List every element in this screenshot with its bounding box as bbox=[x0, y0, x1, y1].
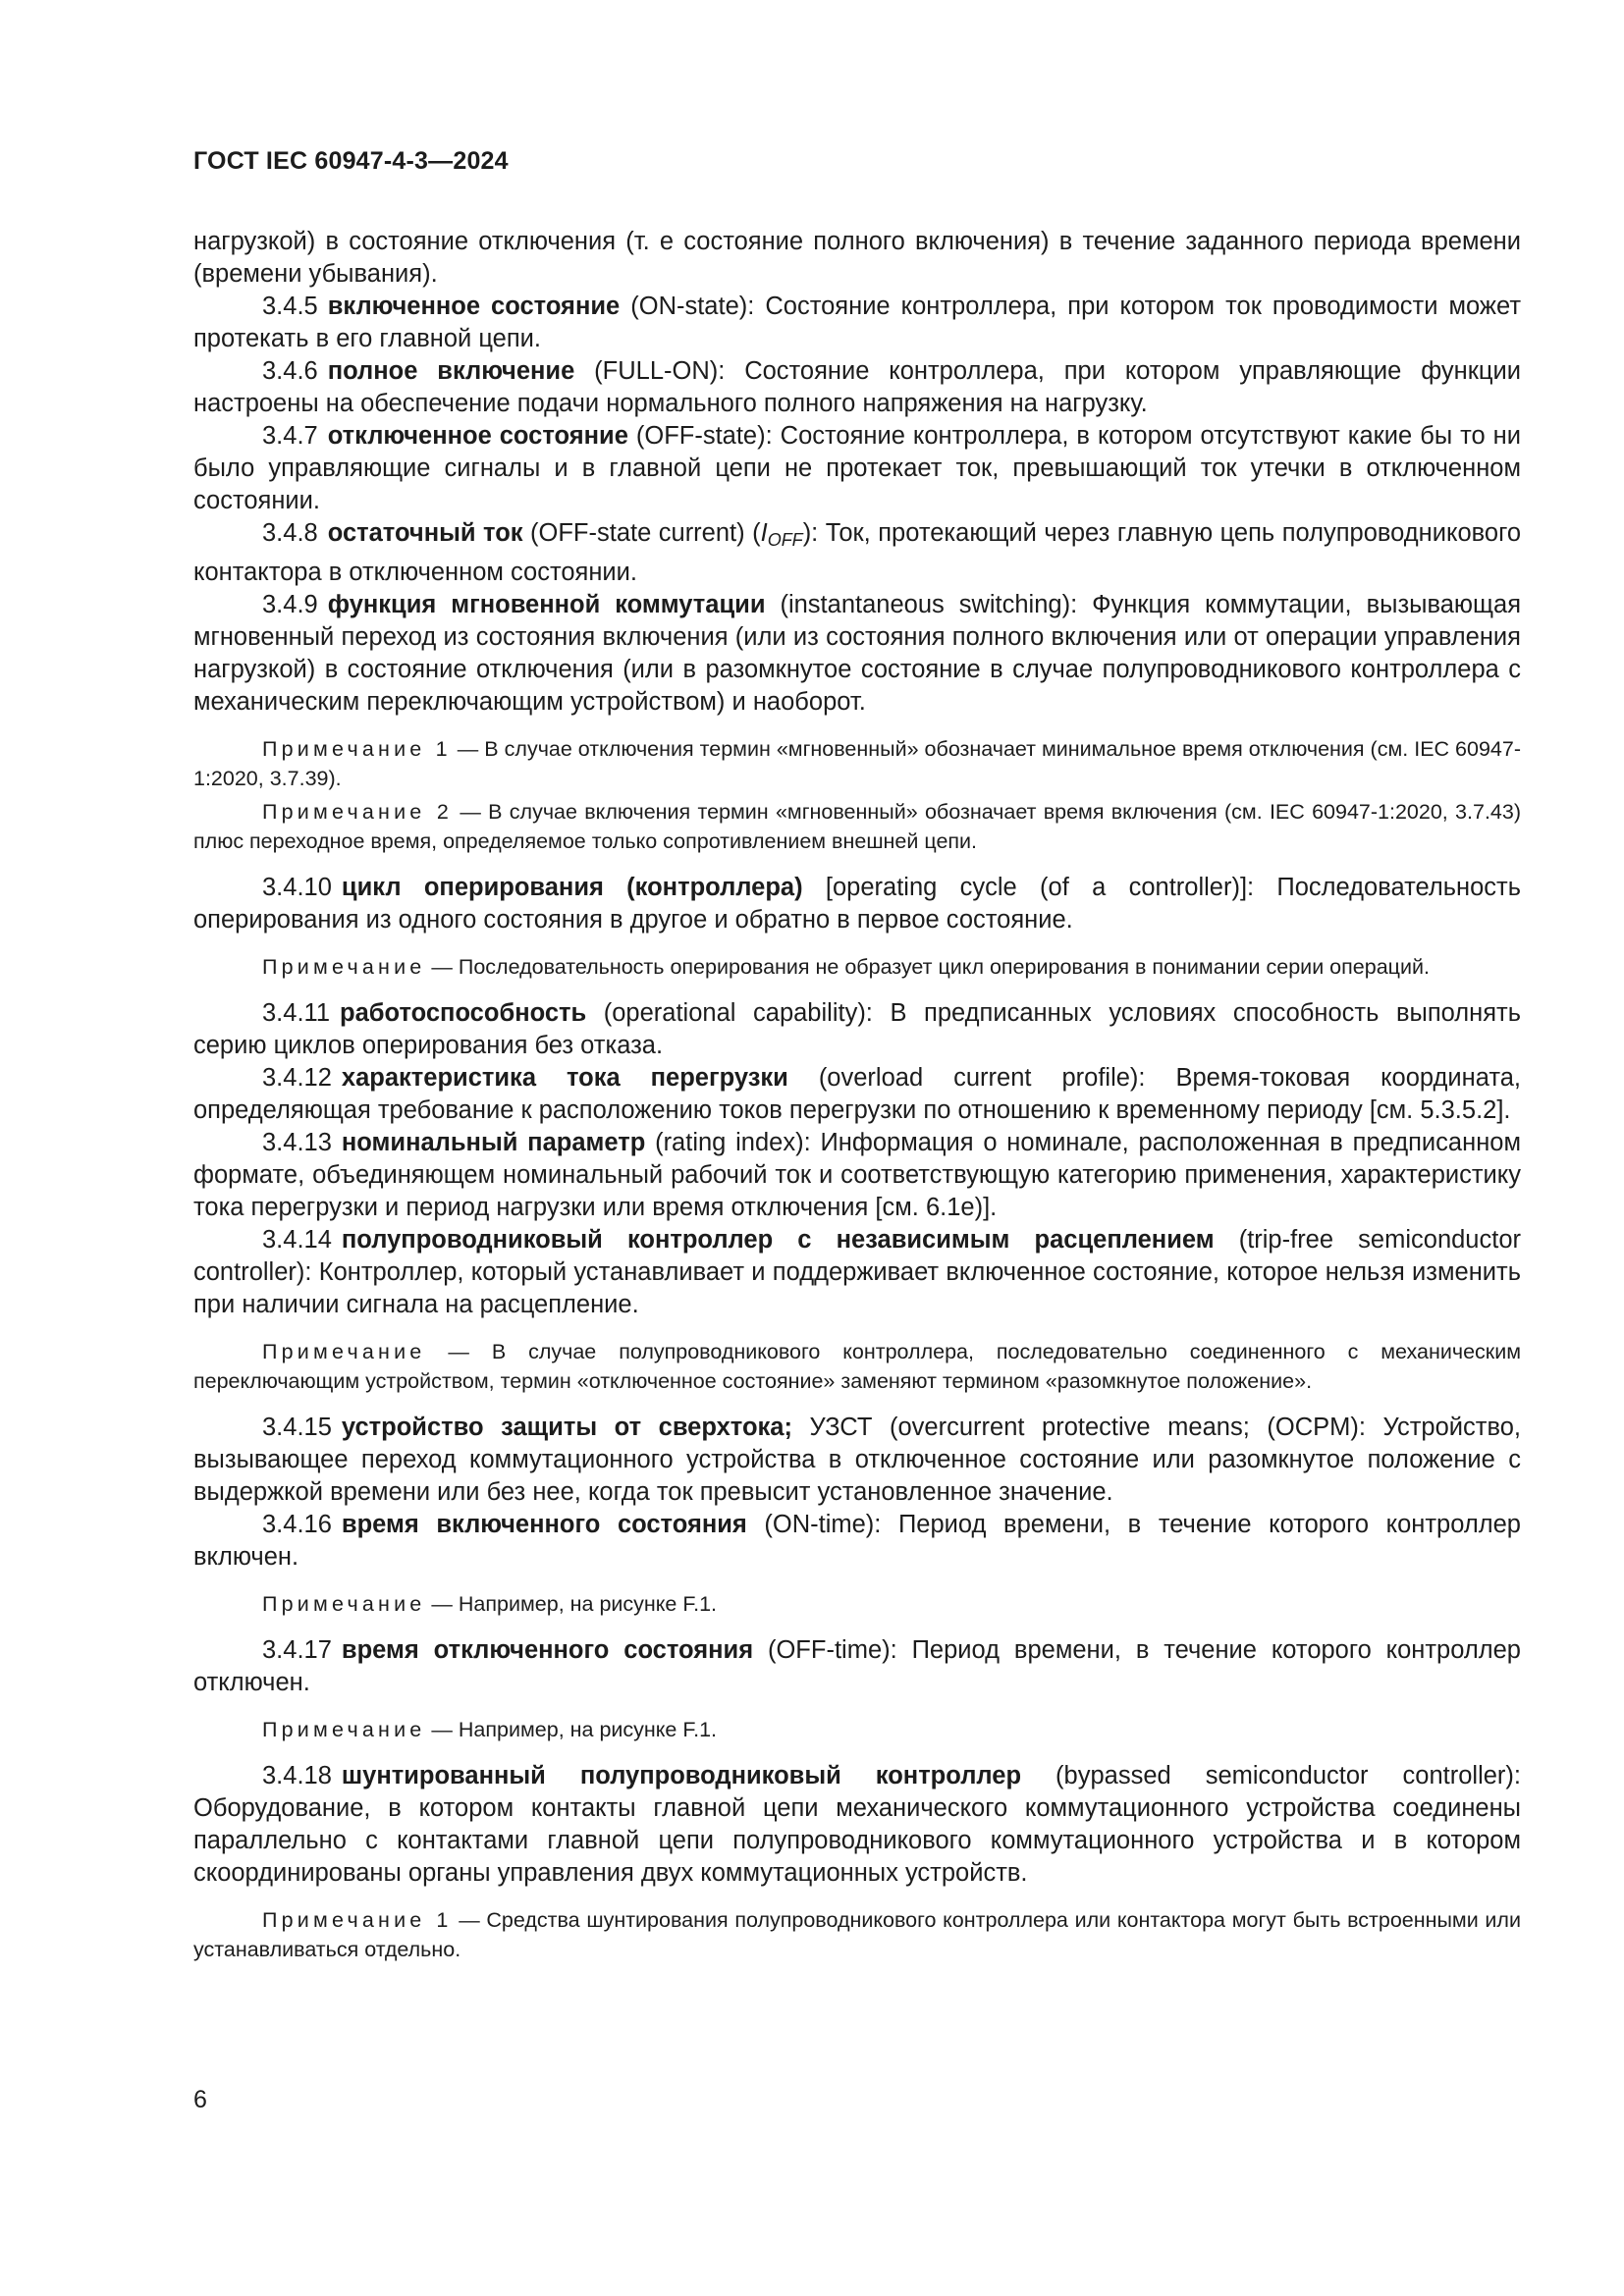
clause-number: 3.4.5 bbox=[262, 293, 318, 320]
note-3-4-10 bbox=[193, 952, 1521, 982]
clause-text: (instantaneous switching): Функция коммутации, вызывающая мгновенный переход из состояния включения (или из состояния полного включения или от операции управления нагрузкой) в состояние отключения (или в разомкнутое состояние в случае полупроводникового контроллера с механическим переключающим устройством) и наоборот. bbox=[193, 591, 1521, 716]
clause-3-4-17 bbox=[193, 1634, 1521, 1699]
clause-term: полное включение bbox=[327, 357, 575, 385]
note-label: Примечание 1 bbox=[262, 737, 452, 761]
clause-3-4-14 bbox=[193, 1224, 1521, 1321]
clause-3-4-16 bbox=[193, 1509, 1521, 1574]
clause-text: (trip-free semiconductor controller): Контроллер, который устанавливает и поддерживает включенное состояние, которое нельзя изменить при наличии сигнала на расцепление. bbox=[193, 1226, 1521, 1318]
clause-text: (OFF-state): Состояние контроллера, в котором отсутствуют какие бы то ни было управляющие сигналы и в главной цепи не протекает ток, превышающий ток утечки в отключенном состоянии. bbox=[193, 422, 1521, 514]
clause-term: номинальный параметр bbox=[341, 1129, 646, 1156]
note-label: Примечание 1 bbox=[262, 1908, 453, 1932]
clause-text-a: (OFF-state current) ( bbox=[522, 519, 761, 547]
clause-term: время отключенного состояния bbox=[341, 1636, 754, 1664]
clause-3-4-10 bbox=[193, 872, 1521, 936]
clause-text: (FULL-ON): Состояние контроллера, при котором управляющие функции настроены на обеспечение подачи нормального полного напряжения на нагрузку. bbox=[193, 357, 1521, 417]
clause-3-4-15 bbox=[193, 1412, 1521, 1509]
clause-term: время включенного состояния bbox=[341, 1511, 747, 1538]
clause-text: УЗСТ (overcurrent protective means; (OCPM): Устройство, вызывающее переход коммутационного устройства в отключенное состояние или разомкнутое положение с выдержкой времени или без нее, когда ток превысит установленное значение. bbox=[193, 1414, 1521, 1506]
clause-number: 3.4.15 bbox=[262, 1414, 332, 1441]
clause-text: (rating index): Информация о номинале, расположенная в предписанном формате, объединяющем номинальный рабочий ток и соответствующую категорию применения, характеристику тока перегрузки и период нагрузки или время отключения [см. 6.1е)]. bbox=[193, 1129, 1521, 1221]
clause-term: полупроводниковый контроллер с независимым расцеплением bbox=[341, 1226, 1215, 1254]
clause-3-4-7 bbox=[193, 420, 1521, 517]
clause-term: работоспособность bbox=[340, 999, 587, 1027]
note-text: — В случае включения термин «мгновенный» обозначает время включения (см. IEC 60947-1:2020, 3.7.43) плюс переходное время, определяемое только сопротивлением внешней цепи. bbox=[193, 800, 1521, 853]
note-3-4-18-1 bbox=[193, 1905, 1521, 1964]
clause-number: 3.4.10 bbox=[262, 874, 332, 901]
note-text: — Средства шунтирования полупроводникового контроллера или контактора могут быть встроенными или устанавливаться отдельно. bbox=[193, 1908, 1521, 1961]
note-text: — Последовательность оперирования не образует цикл оперирования в понимании серии операций. bbox=[425, 955, 1430, 979]
note-text: — В случае отключения термин «мгновенный» обозначает минимальное время отключения (см. IEC 60947-1:2020, 3.7.39). bbox=[193, 737, 1522, 790]
note-label: Примечание bbox=[262, 955, 426, 979]
clause-number: 3.4.16 bbox=[262, 1511, 332, 1538]
clause-number: 3.4.11 bbox=[262, 999, 331, 1027]
clause-term: характеристика тока перегрузки bbox=[341, 1064, 788, 1092]
clause-text: [operating cycle (of a controller)]: Последовательность оперирования из одного состояния в другое и обратно в первое состояние. bbox=[193, 874, 1521, 934]
note-label: Примечание bbox=[262, 1592, 426, 1616]
note-label: Примечание bbox=[262, 1718, 426, 1741]
clause-number: 3.4.18 bbox=[262, 1762, 332, 1789]
clause-3-4-8 bbox=[193, 517, 1521, 589]
clause-term: шунтированный полупроводниковый контроллер bbox=[341, 1762, 1022, 1789]
clause-number: 3.4.14 bbox=[262, 1226, 332, 1254]
clause-number: 3.4.7 bbox=[262, 422, 318, 450]
clause-3-4-9 bbox=[193, 589, 1521, 719]
clause-term: остаточный ток bbox=[327, 519, 523, 547]
clause-3-4-18 bbox=[193, 1760, 1521, 1890]
symbol-subscript: OFF bbox=[767, 530, 803, 550]
paragraph-intro: нагрузкой) в состояние отключения (т. е состояние полного включения) в течение заданного периода времени (времени убывания). bbox=[193, 228, 1521, 288]
clause-number: 3.4.6 bbox=[262, 357, 318, 385]
clause-text: (OFF-time): Период времени, в течение которого контроллер отключен. bbox=[193, 1636, 1521, 1696]
clause-term: цикл оперирования (контроллера) bbox=[341, 874, 803, 901]
clause-3-4-12 bbox=[193, 1062, 1521, 1127]
note-text: — Например, на рисунке F.1. bbox=[425, 1592, 718, 1616]
page-number: 6 bbox=[193, 2086, 207, 2113]
clause-number: 3.4.8 bbox=[262, 519, 318, 547]
clause-text-b: ): Ток, протекающий через главную цепь полупроводникового контактора в отключенном состоянии. bbox=[193, 519, 1522, 586]
clause-term: включенное состояние bbox=[327, 293, 621, 320]
document-body bbox=[193, 226, 1521, 1964]
clause-number: 3.4.9 bbox=[262, 591, 318, 618]
clause-term: функция мгновенной коммутации bbox=[327, 591, 766, 618]
note-3-4-9-2 bbox=[193, 797, 1521, 856]
clause-text: (overload current profile): Время-токовая координата, определяющая требование к расположению токов перегрузки по отношению к временному периоду [см. 5.3.5.2]. bbox=[193, 1064, 1522, 1124]
note-3-4-17 bbox=[193, 1715, 1521, 1744]
clause-3-4-11 bbox=[193, 997, 1521, 1062]
clause-number: 3.4.13 bbox=[262, 1129, 332, 1156]
clause-term: устройство защиты от сверхтока; bbox=[341, 1414, 792, 1441]
note-label: Примечание bbox=[262, 1340, 426, 1363]
note-text: — В случае полупроводникового контроллера, последовательно соединенного с механическим переключающим устройством, термин «отключенное состояние» заменяют термином «разомкнутое положение». bbox=[193, 1340, 1521, 1393]
symbol-i: I bbox=[760, 519, 768, 547]
clause-text: (bypassed semiconductor controller): Оборудование, в котором контакты главной цепи механического коммутационного устройства соединены параллельно с контактами главной цепи полупроводникового коммутационного устройства и в котором скоординированы органы управления двух коммутационных устройств. bbox=[193, 1762, 1521, 1887]
clause-3-4-5 bbox=[193, 291, 1521, 355]
clause-text: (ON-state): Состояние контроллера, при котором ток проводимости может протекать в его главной цепи. bbox=[193, 293, 1521, 352]
clause-text: (ON-time): Период времени, в течение которого контроллер включен. bbox=[193, 1511, 1521, 1571]
clause-number: 3.4.17 bbox=[262, 1636, 332, 1664]
note-3-4-9-1 bbox=[193, 734, 1521, 793]
note-3-4-14 bbox=[193, 1337, 1521, 1396]
clause-text: (operational capability): В предписанных условиях способность выполнять серию циклов оперирования без отказа. bbox=[193, 999, 1521, 1059]
note-label: Примечание 2 bbox=[262, 800, 454, 824]
clause-number: 3.4.12 bbox=[262, 1064, 332, 1092]
document-header: ГОСТ IEC 60947-4-3—2024 bbox=[193, 147, 509, 175]
clause-term: отключенное состояние bbox=[327, 422, 628, 450]
clause-3-4-13 bbox=[193, 1127, 1521, 1224]
note-text: — Например, на рисунке F.1. bbox=[425, 1718, 718, 1741]
clause-3-4-6 bbox=[193, 355, 1521, 420]
note-3-4-16 bbox=[193, 1589, 1521, 1619]
